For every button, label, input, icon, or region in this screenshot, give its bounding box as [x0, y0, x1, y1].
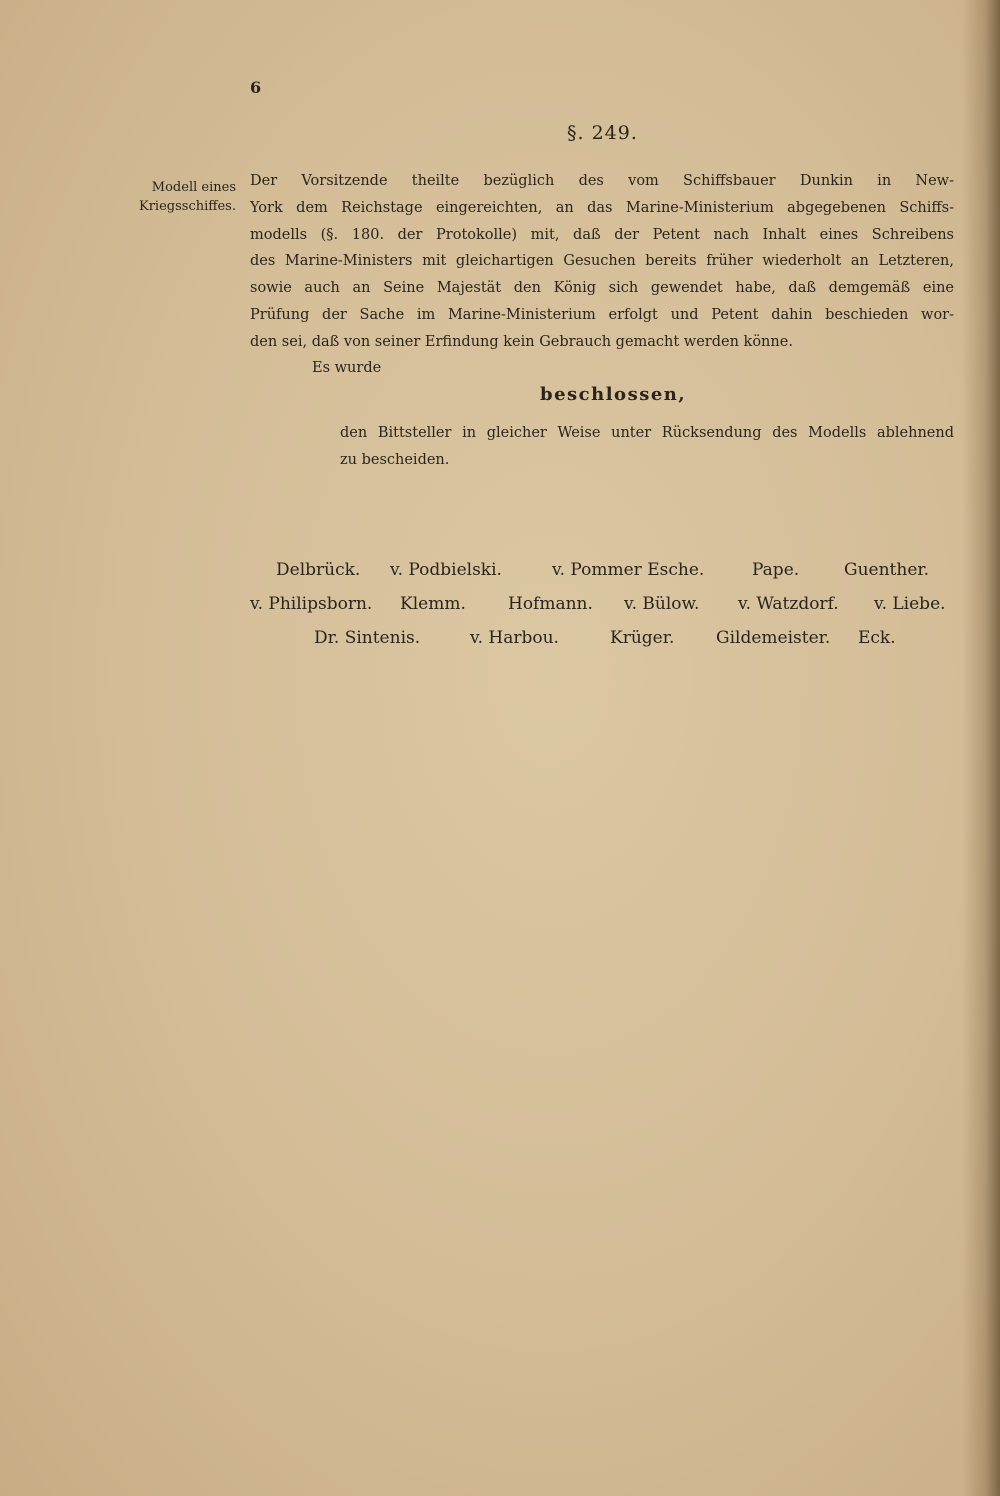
signatures-block — [240, 560, 960, 662]
resolution-heading: beschlossen, — [540, 384, 687, 405]
body-line: des Marine-Ministers mit gleichartigen Gesuchen bereits früher wiederholt an Letzteren, — [250, 253, 954, 270]
decision-line: zu bescheiden. — [340, 451, 450, 468]
intro-text: Es wurde — [312, 360, 382, 376]
signature: Klemm. — [400, 594, 466, 614]
signature: Krüger. — [610, 628, 675, 648]
body-line: sowie auch an Seine Majestät den König sich gewendet habe, daß demgemäß eine — [250, 280, 954, 297]
decision-line: den Bittsteller in gleicher Weise unter Rücksendung des Modells ablehnend — [340, 425, 954, 441]
body-line: den sei, daß von seiner Erfindung kein Gebrauch gemacht werden könne. — [250, 333, 793, 350]
body-line: Der Vorsitzende theilte bezüglich des vom Schiffsbauer Dunkin in New- — [250, 173, 954, 189]
signature: Pape. — [752, 560, 800, 580]
page-number: 6 — [250, 78, 262, 97]
body-line: Prüfung der Sache im Marine-Ministerium erfolgt und Petent dahin beschieden wor- — [250, 306, 954, 323]
body-line: modells (§. 180. der Protokolle) mit, daß der Petent nach Inhalt eines Schreibens — [250, 226, 954, 243]
signature: Hofmann. — [508, 594, 593, 614]
signature: v. Philipsborn. — [250, 594, 373, 614]
signature: Guenther. — [844, 560, 930, 580]
signature: Delbrück. — [276, 560, 361, 580]
signature-row — [240, 628, 960, 662]
signature: v. Liebe. — [874, 594, 946, 614]
signature: v. Watzdorf. — [738, 594, 839, 614]
signature: v. Pommer Esche. — [552, 560, 705, 580]
section-heading: §. 249. — [567, 122, 638, 144]
margin-note-line: Kriegsschiffes. — [139, 199, 236, 214]
body-line: York dem Reichstage eingereichten, an das Marine-Ministerium abgegebenen Schiffs- — [250, 199, 954, 216]
signature-row — [240, 560, 960, 594]
margin-note-line: Modell eines — [151, 180, 236, 195]
signature-row — [240, 594, 960, 628]
page-edge-shadow — [962, 0, 1000, 1496]
signature: Gildemeister. — [716, 628, 831, 648]
decision-paragraph — [340, 420, 954, 474]
signature: v. Podbielski. — [390, 560, 502, 580]
signature: v. Bülow. — [624, 594, 700, 614]
margin-note — [116, 178, 236, 216]
signature: Dr. Sintenis. — [314, 628, 421, 648]
signature: Eck. — [858, 628, 896, 648]
signature: v. Harbou. — [470, 628, 559, 648]
body-paragraph — [250, 168, 954, 356]
